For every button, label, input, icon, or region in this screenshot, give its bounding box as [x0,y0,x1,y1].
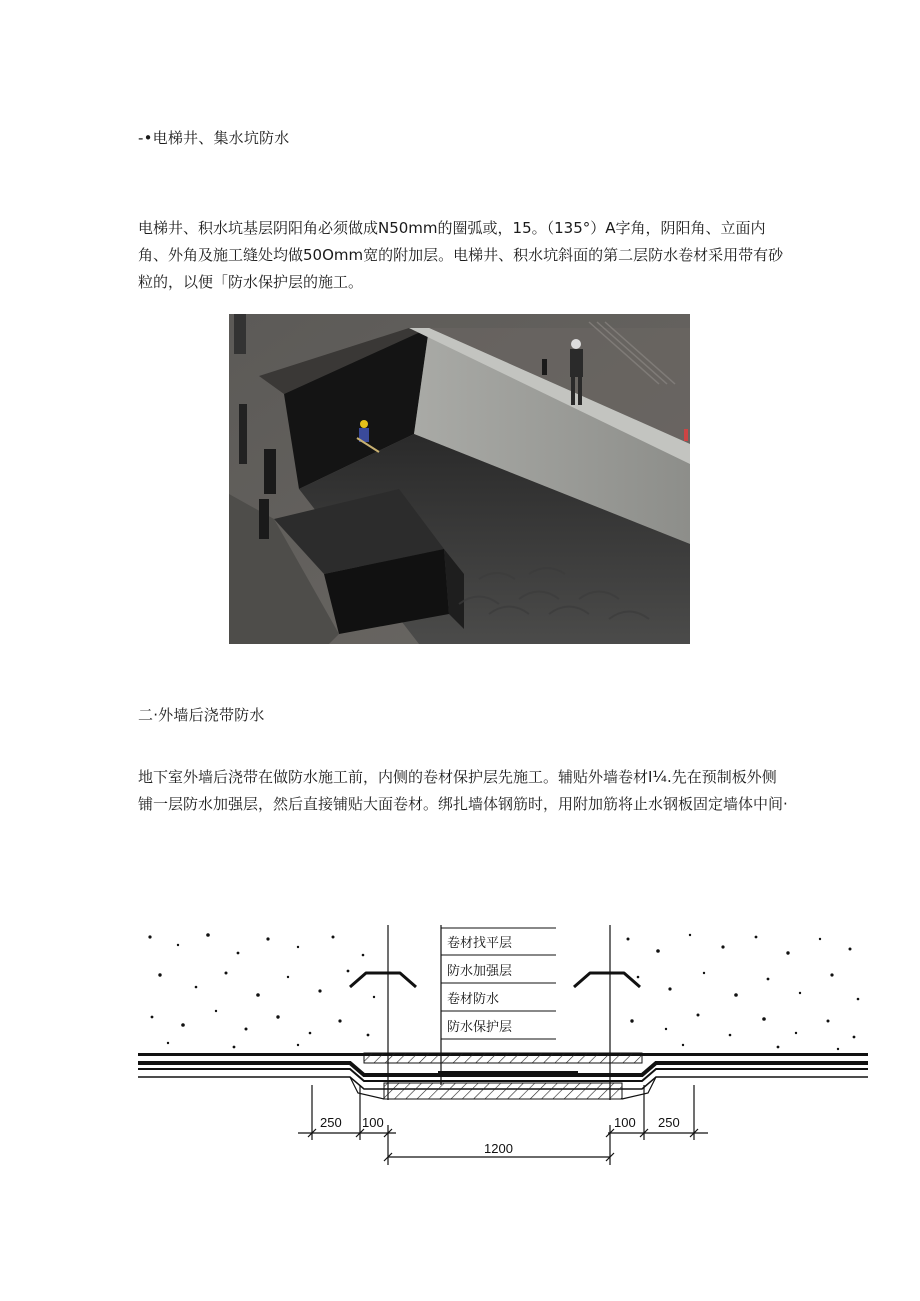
section-heading-wall-post-pour-strip: 二·外墙后浇带防水 [138,706,265,724]
layer-label-1: 卷材找平层 [447,936,513,951]
paragraph-wall-post-pour-strip: 地下室外墙后浇带在做防水施工前，内侧的卷材保护层先施工。辅贴外墙卷材I¼.先在预制板外侧铺一层防水加强层，然后直接铺贴大面卷材。绑扎墙体钢筋时，用附加筋将止水钢板固定墙体中间· [138,768,788,813]
waterproof-detail-diagram [138,925,868,1170]
dim-left-outer: 250 [320,1115,342,1130]
strip-section [138,1053,868,1099]
paragraph-elevator-pit: 电梯井、积水坑基层阴阳角必须做成N50mm的圈弧或，15。（135°）A字角，阴阳角、立面内角、外角及施工缝处均做50Omm宽的附加层。电梯井、积水坑斜面的第二层防水卷材采用带有砂粒的，以便「防水保护层的施工。 [138,219,784,291]
layer-label-4: 防水保护层 [447,1020,513,1035]
section-heading-elevator-pit: -•电梯井、集水坑防水 [138,129,290,147]
soil-speckle-left [148,933,375,1048]
layer-label-3: 卷材防水 [447,992,500,1007]
dim-center: 1200 [484,1141,513,1156]
layer-label-2: 防水加强层 [447,964,513,979]
dim-right-inner: 100 [614,1115,636,1130]
dim-right-outer: 250 [658,1115,680,1130]
construction-photo [229,314,690,644]
dim-left-inner: 100 [362,1115,384,1130]
soil-speckle-right [627,934,860,1050]
